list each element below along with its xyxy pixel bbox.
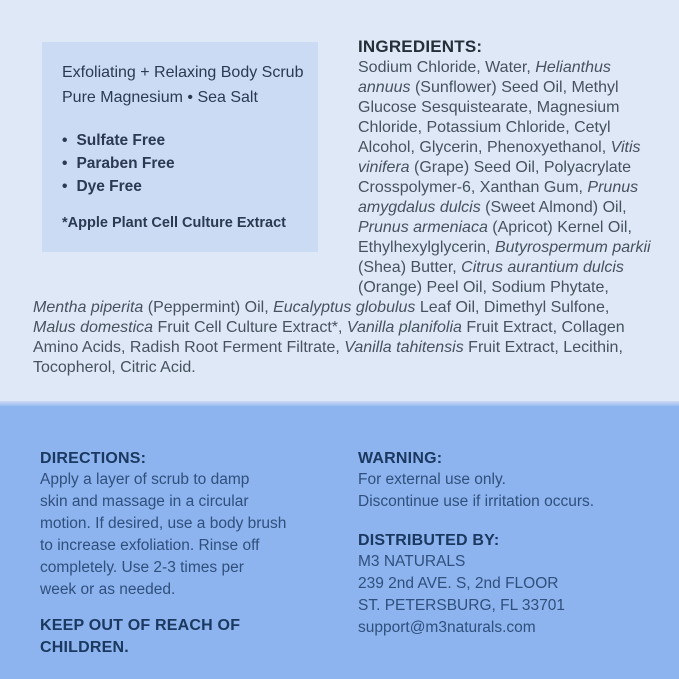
- botanical-name: Prunus amygdalus dulcis: [358, 179, 639, 216]
- ingredient-text: (Grape) Seed Oil, Polyacrylate Crosspolymer-6, Xanthan Gum,: [358, 159, 631, 196]
- botanical-name: Butyrospermum parkii: [494, 239, 651, 256]
- ingredient-text: (Shea) Butter,: [358, 259, 462, 276]
- text-line: Apply a layer of scrub to damp: [40, 471, 250, 488]
- bullet-icon: •: [62, 155, 68, 172]
- directions-column: [40, 448, 342, 679]
- keep-out-warning: [40, 615, 342, 659]
- ingredient-text: (Orange) Peel Oil, Sodium Phytate,: [358, 279, 609, 296]
- feature-item: [62, 129, 298, 152]
- distributor-address: [358, 551, 658, 639]
- text-line: motion. If desired, use a body brush: [40, 515, 287, 532]
- usage-panel: [0, 406, 679, 679]
- text-line: KEEP OUT OF REACH OF: [40, 617, 241, 634]
- text-line: Discontinue use if irritation occurs.: [358, 493, 595, 510]
- feature-item: [62, 152, 298, 175]
- text-line: week or as needed.: [40, 581, 176, 598]
- ingredient-text: (Sweet Almond) Oil,: [480, 199, 627, 216]
- product-title-line1: Exfoliating + Relaxing Body Scrub: [62, 64, 304, 81]
- botanical-name: Helianthus annuus: [358, 59, 611, 96]
- text-line: CHILDREN.: [40, 639, 129, 656]
- botanical-name: Eucalyptus globulus: [273, 299, 416, 316]
- feature-label: Dye Free: [76, 178, 142, 195]
- bullet-icon: •: [62, 178, 68, 195]
- ingredient-text: (Peppermint) Oil,: [143, 299, 274, 316]
- apple-extract-footnote: *Apple Plant Cell Culture Extract: [62, 215, 286, 231]
- warning-heading: WARNING:: [358, 450, 443, 467]
- feature-list: [62, 129, 298, 198]
- product-title-line2: Pure Magnesium • Sea Salt: [62, 89, 258, 106]
- text-line: 239 2nd AVE. S, 2nd FLOOR: [358, 575, 559, 592]
- botanical-name: Mentha piperita: [33, 299, 144, 316]
- bullet-icon: •: [62, 132, 68, 149]
- text-line: M3 NATURALS: [358, 553, 466, 570]
- feature-item: [62, 175, 298, 198]
- ingredient-text: Fruit Cell Culture Extract*,: [153, 319, 347, 336]
- warning-column: [358, 448, 658, 679]
- ingredient-text: Fruit Extract, Collagen Amino Acids, Radish Root Ferment Filtrate,: [33, 319, 625, 356]
- text-line: support@m3naturals.com: [358, 619, 536, 636]
- directions-heading: DIRECTIONS:: [40, 450, 147, 467]
- text-line: to increase exfoliation. Rinse off: [40, 537, 260, 554]
- feature-label: Paraben Free: [76, 155, 175, 172]
- text-line: For external use only.: [358, 471, 506, 488]
- feature-label: Sulfate Free: [76, 132, 166, 149]
- botanical-name: Vitis vinifera: [358, 139, 641, 176]
- distributor-heading: DISTRIBUTED BY:: [358, 532, 500, 549]
- botanical-name: Vanilla planifolia: [346, 319, 462, 336]
- botanical-name: Citrus aurantium dulcis: [461, 259, 624, 276]
- botanical-name: Malus domestica: [33, 319, 154, 336]
- ingredient-text: Fruit Extract, Lecithin, Tocopherol, Citric Acid.: [33, 339, 623, 376]
- directions-text: [40, 469, 342, 601]
- ingredients-heading: INGREDIENTS:: [358, 37, 483, 56]
- ingredient-text: (Apricot) Kernel Oil, Ethylhexylglycerin,: [358, 219, 632, 256]
- ingredient-text: (Sunflower) Seed Oil, Methyl Glucose Sesquistearate, Magnesium Chloride, Potassium Chloride, Cetyl Alcohol, Glycerin, Phenoxyethanol,: [358, 79, 620, 156]
- text-line: ST. PETERSBURG, FL 33701: [358, 597, 566, 614]
- botanical-name: Prunus armeniaca: [358, 219, 488, 236]
- text-line: completely. Use 2-3 times per: [40, 559, 244, 576]
- product-title: [62, 60, 304, 110]
- ingredient-text: Sodium Chloride, Water,: [358, 59, 536, 76]
- warning-text: [358, 469, 658, 513]
- botanical-name: Vanilla tahitensis: [344, 339, 464, 356]
- ingredient-text: Leaf Oil, Dimethyl Sulfone,: [415, 299, 610, 316]
- product-info-box: [42, 42, 318, 252]
- text-line: skin and massage in a circular: [40, 493, 249, 510]
